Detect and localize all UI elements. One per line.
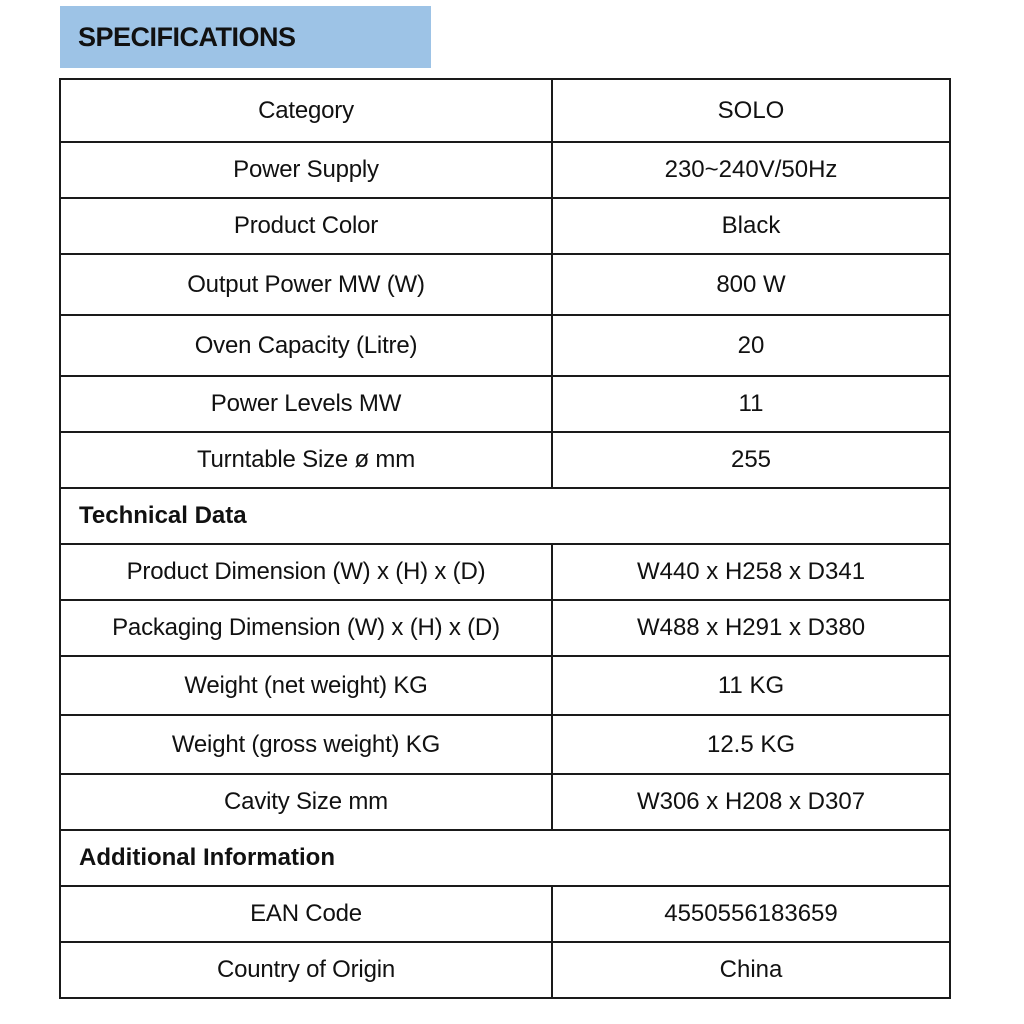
spec-label: Weight (gross weight) KG — [60, 715, 552, 774]
specifications-table — [59, 78, 951, 999]
spec-label: Product Dimension (W) x (H) x (D) — [60, 544, 552, 600]
table-row — [60, 544, 950, 600]
spec-label: Product Color — [60, 198, 552, 254]
specifications-header — [60, 6, 431, 68]
spec-value: China — [552, 942, 950, 998]
table-row — [60, 715, 950, 774]
page-title: SPECIFICATIONS — [78, 21, 296, 52]
spec-label: Power Levels MW — [60, 376, 552, 432]
section-heading: Technical Data — [60, 488, 950, 544]
spec-value: 11 — [552, 376, 950, 432]
spec-label: Country of Origin — [60, 942, 552, 998]
table-row — [60, 376, 950, 432]
spec-label: Power Supply — [60, 142, 552, 198]
table-row — [60, 142, 950, 198]
spec-label: Weight (net weight) KG — [60, 656, 552, 715]
spec-value: W306 x H208 x D307 — [552, 774, 950, 830]
table-row — [60, 315, 950, 376]
table-row — [60, 656, 950, 715]
spec-value: W488 x H291 x D380 — [552, 600, 950, 656]
table-row — [60, 198, 950, 254]
spec-value: 230~240V/50Hz — [552, 142, 950, 198]
spec-value: SOLO — [552, 79, 950, 142]
section-row-additional-information — [60, 830, 950, 886]
section-heading: Additional Information — [60, 830, 950, 886]
table-row — [60, 254, 950, 315]
spec-value: 800 W — [552, 254, 950, 315]
spec-value: 20 — [552, 315, 950, 376]
spec-label: Cavity Size mm — [60, 774, 552, 830]
spec-label: Category — [60, 79, 552, 142]
table-row — [60, 79, 950, 142]
spec-value: 12.5 KG — [552, 715, 950, 774]
spec-label: EAN Code — [60, 886, 552, 942]
spec-label: Oven Capacity (Litre) — [60, 315, 552, 376]
table-row — [60, 774, 950, 830]
spec-value: 11 KG — [552, 656, 950, 715]
spec-value: Black — [552, 198, 950, 254]
spec-value: 255 — [552, 432, 950, 488]
table-row — [60, 942, 950, 998]
spec-value: 4550556183659 — [552, 886, 950, 942]
spec-value: W440 x H258 x D341 — [552, 544, 950, 600]
spec-label: Turntable Size ø mm — [60, 432, 552, 488]
table-row — [60, 600, 950, 656]
table-row — [60, 432, 950, 488]
spec-label: Output Power MW (W) — [60, 254, 552, 315]
section-row-technical-data — [60, 488, 950, 544]
table-row — [60, 886, 950, 942]
spec-label: Packaging Dimension (W) x (H) x (D) — [60, 600, 552, 656]
